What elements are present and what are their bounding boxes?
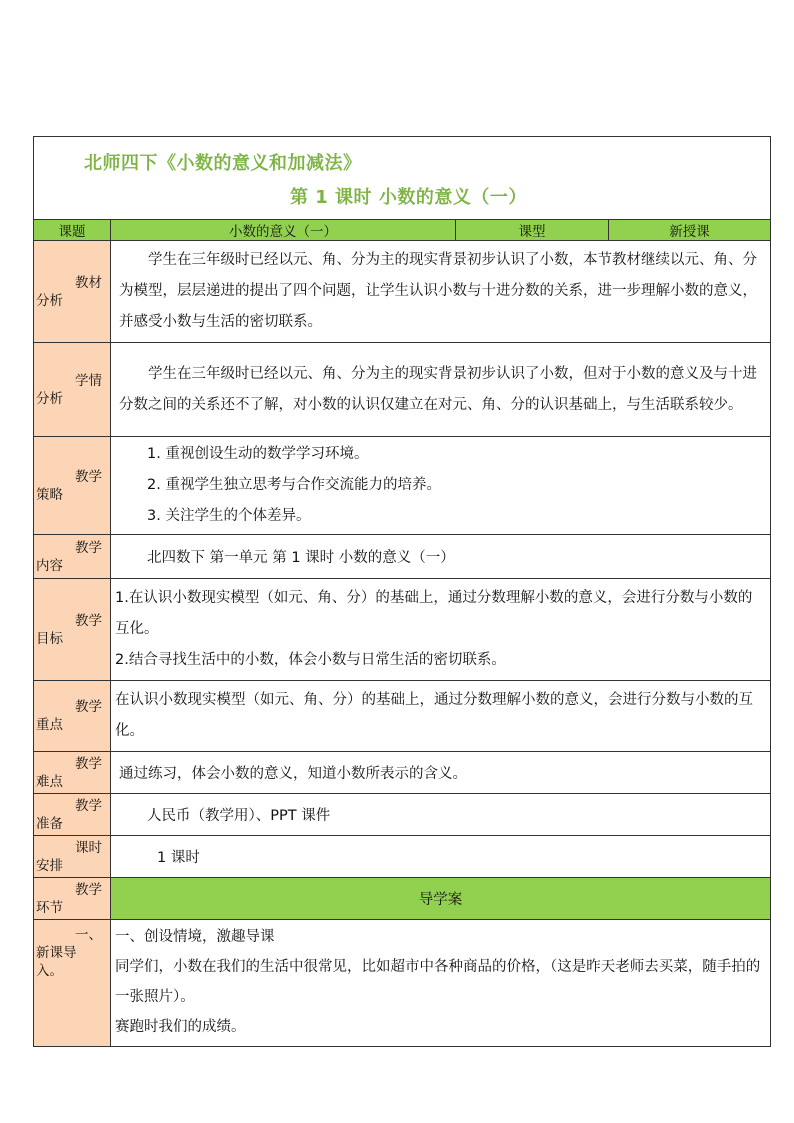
schedule-label: 课时 安排 [34,836,111,878]
strategy-item: 2. 重视学生独立思考与合作交流能力的培养。 [147,477,441,493]
lesson-title: 第 1 课时 小数的意义（一） [290,187,527,208]
difficulty-label: 教学 难点 [34,752,111,794]
lesson-plan-sheet [33,136,770,1047]
material-text: 学生在三年级时已经以元、角、分为主的现实背景初步认识了小数，本节教材继续以元、角、分为模型，层层递进的提出了四个问题，让学生认识小数与十进分数的关系，进一步理解小数的意义，并感受小数与生活的密切联系。 [111,241,771,343]
goals-label: 教学 目标 [34,579,111,681]
goals-list [111,579,771,681]
topic-row [34,220,771,241]
stages-header: 导学案 [111,878,771,920]
material-label: 教材 分析 [34,241,111,343]
content-row [34,535,771,579]
difficulty-text: 通过练习，体会小数的意义，知道小数所表示的含义。 [111,752,771,794]
strategy-item: 1. 重视创设生动的数学学习环境。 [147,446,369,462]
content-label: 教学 内容 [34,535,111,579]
keypoints-text: 在认识小数现实模型（如元、角、分）的基础上，通过分数理解小数的意义，会进行分数与小数的互化。 [111,681,771,752]
material-row [34,241,771,343]
stages-row [34,878,771,920]
prep-label: 教学 准备 [34,794,111,836]
goal-item: 1.在认识小数现实模型（如元、角、分）的基础上，通过分数理解小数的意义，会进行分数与小数的互化。 [115,590,753,637]
students-label: 学情 分析 [34,343,111,437]
stages-label: 教学 环节 [34,878,111,920]
strategy-label: 教学 策略 [34,437,111,535]
intro-label: 一、 新课导 入。 [34,920,111,1047]
type-value: 新授课 [609,220,771,241]
students-text: 学生在三年级时已经以元、角、分为主的现实背景初步认识了小数，但对于小数的意义及与十进分数之间的关系还不了解，对小数的认识仅建立在对元、角、分的认识基础上，与生活联系较少。 [111,343,771,437]
intro-line: 一、创设情境，激趣导课 [115,929,275,945]
prep-row [34,794,771,836]
keypoints-label: 教学 重点 [34,681,111,752]
lesson-plan-table [33,136,771,1047]
strategy-item: 3. 关注学生的个体差异。 [147,508,311,524]
topic-label: 课题 [34,220,111,241]
strategy-row [34,437,771,535]
students-row [34,343,771,437]
intro-line: 同学们，小数在我们的生活中很常见，比如超市中各种商品的价格，（这是昨天老师去买菜，随手拍的一张照片）。 [115,959,761,1005]
topic-value: 小数的意义（一） [111,220,456,241]
difficulty-row [34,752,771,794]
intro-line: 赛跑时我们的成绩。 [115,1019,246,1035]
goals-row [34,579,771,681]
prep-text: 人民币（教学用）、PPT 课件 [111,794,771,836]
title-cell [34,137,771,220]
document-title: 北师四下《小数的意义和加减法》 [84,153,362,174]
type-label: 课型 [456,220,609,241]
schedule-row [34,836,771,878]
intro-row [34,920,771,1047]
schedule-text: 1 课时 [111,836,771,878]
goal-item: 2.结合寻找生活中的小数，体会小数与日常生活的密切联系。 [115,652,506,668]
intro-content [111,920,771,1047]
content-text: 北四数下 第一单元 第 1 课时 小数的意义（一） [111,535,771,579]
keypoints-row [34,681,771,752]
strategy-list [111,437,771,535]
